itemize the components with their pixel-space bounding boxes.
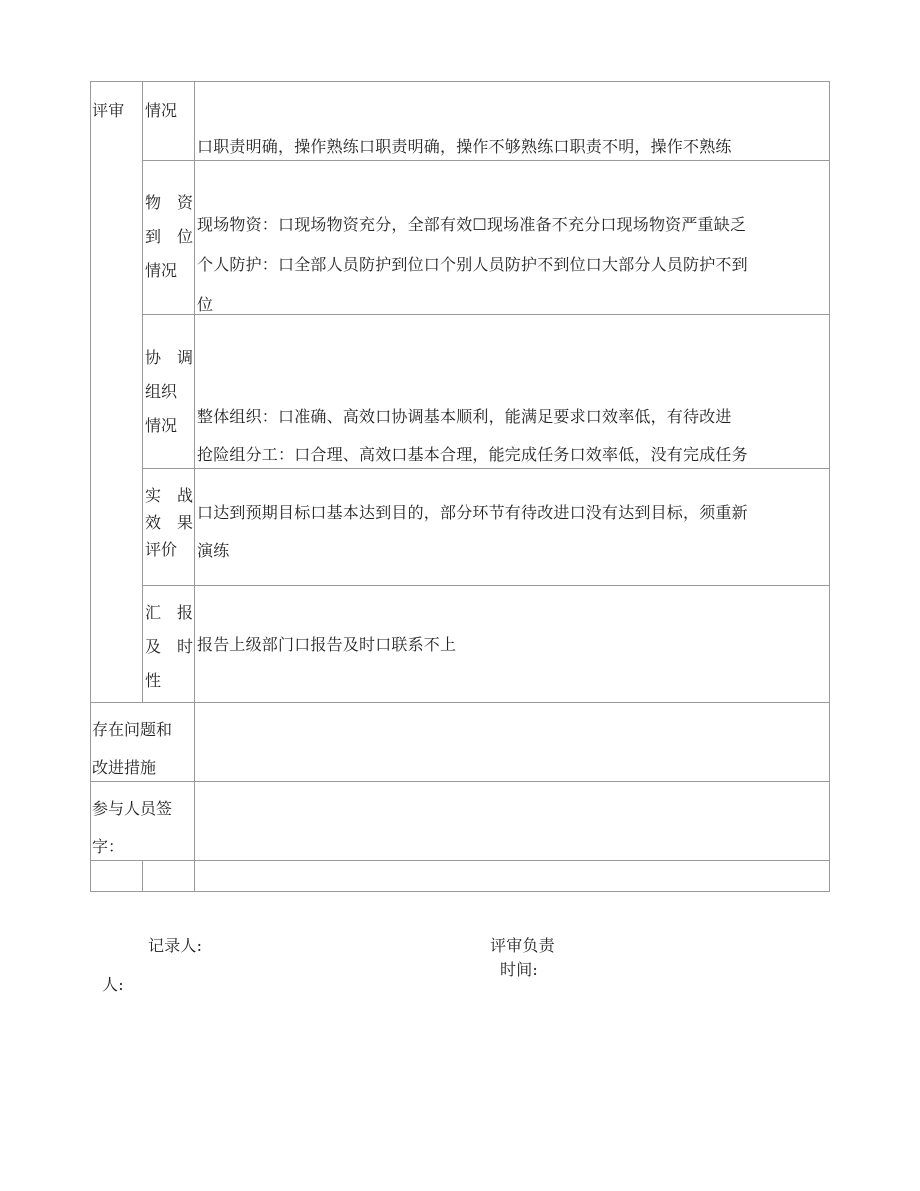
row-divider xyxy=(90,781,830,782)
content-line: 位 xyxy=(197,295,214,314)
sub-label-line: 情况 xyxy=(145,261,178,280)
content-materials xyxy=(197,215,748,315)
sub-label-coordination xyxy=(145,348,193,436)
recorder-label: 记录人: xyxy=(148,936,203,955)
content-overall-organization: 整体组织：口准确、高效口协调基本顺利，能满足要求口效率低，有待改进 xyxy=(197,407,732,426)
sub-label-reporting xyxy=(145,603,193,691)
signature-label xyxy=(92,799,172,857)
sub-label-line: 评价 xyxy=(145,540,178,559)
row-divider xyxy=(90,702,830,703)
content-effect-line: 口达到预期目标口基本达到目的，部分环节有待改进口没有达到目标，须重新 xyxy=(197,503,748,522)
sub-label-line: 物 资 xyxy=(145,193,194,212)
column-divider xyxy=(142,860,143,892)
table-border-right xyxy=(829,81,830,892)
sub-label-line: 组织 xyxy=(145,382,178,401)
section-label-review: 评审 xyxy=(92,101,125,120)
issues-label-line: 存在问题和 xyxy=(92,720,173,739)
column-divider xyxy=(194,81,195,892)
reviewer-label-continued: 人: xyxy=(102,975,124,994)
row-divider xyxy=(90,860,830,861)
content-team-division: 抢险组分工：口合理、高效口基本合理，能完成任务口效率低，没有完成任务 xyxy=(197,445,748,464)
sub-label-line: 汇 报 xyxy=(145,603,194,622)
row-divider xyxy=(142,160,830,161)
content-line: 现场物资：口现场物资充分，全部有效☐现场准备不充分口现场物资严重缺乏 xyxy=(197,215,747,234)
issues-label-line: 改进措施 xyxy=(92,758,157,777)
sub-label-effect xyxy=(145,486,193,560)
sub-label-line: 效 果 xyxy=(145,513,194,532)
content-effect-line: 演练 xyxy=(197,541,230,560)
sub-label-line: 性 xyxy=(145,671,162,690)
content-line: 个人防护：口全部人员防护到位口个别人员防护不到位口大部分人员防护不到 xyxy=(197,255,748,274)
reviewer-label: 评审负责 xyxy=(490,936,555,955)
sub-label-line: 协 调 xyxy=(145,348,194,367)
table-border-top xyxy=(90,81,830,82)
signature-label-line: 参与人员签 xyxy=(92,799,173,818)
content-reporting: 报告上级部门口报告及时口联系不上 xyxy=(197,635,457,654)
row-divider xyxy=(142,585,830,586)
content-duty-line: 口职责明确，操作熟练口职责明确，操作不够熟练口职责不明，操作不熟练 xyxy=(197,137,732,156)
issues-label xyxy=(92,720,172,778)
table-border-bottom xyxy=(90,891,830,892)
sub-label-situation xyxy=(145,101,177,121)
sub-label-line: 及 时 xyxy=(145,637,194,656)
sub-label-line: 到 位 xyxy=(145,227,194,246)
table-border-left xyxy=(90,81,91,892)
row-divider xyxy=(142,468,830,469)
sub-label-line: 情况 xyxy=(145,101,178,120)
column-divider xyxy=(142,81,143,702)
sub-label-line: 实 战 xyxy=(145,486,194,505)
sub-label-materials xyxy=(145,193,193,281)
time-label: 时间: xyxy=(500,960,538,979)
signature-label-line: 字： xyxy=(92,837,125,856)
sub-label-line: 情况 xyxy=(145,416,178,435)
